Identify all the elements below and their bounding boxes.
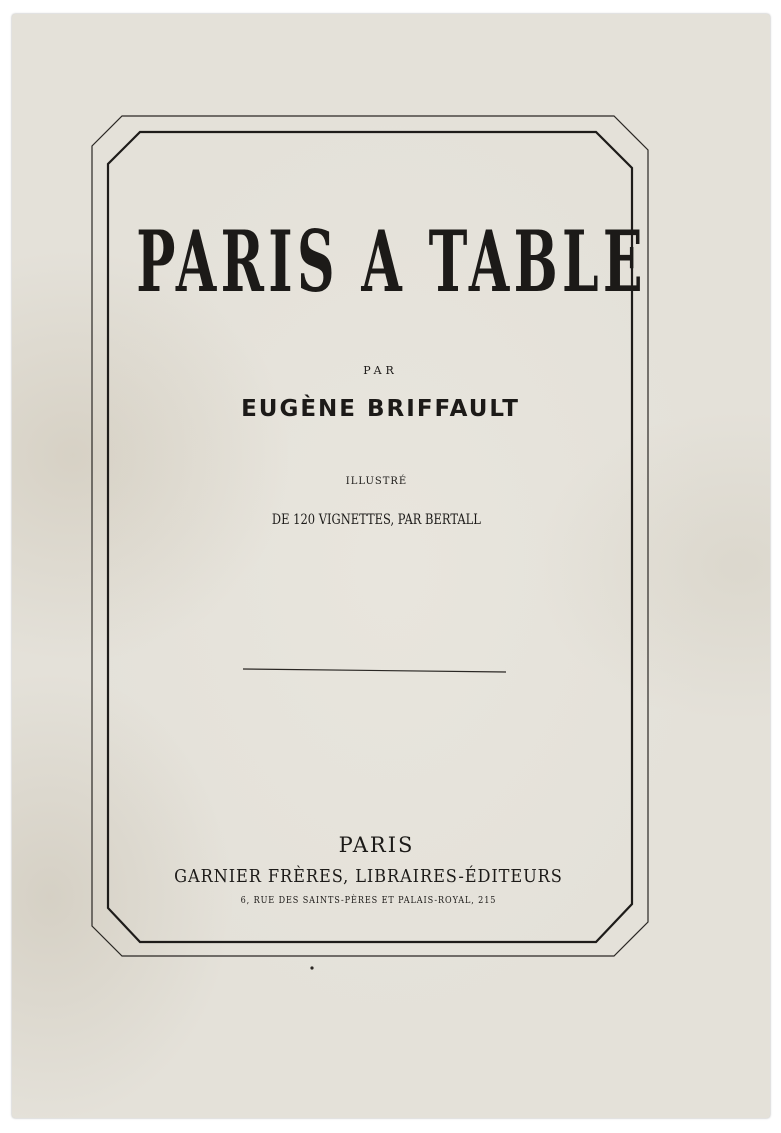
author-name: EUGÈNE BRIFFAULT — [241, 396, 520, 422]
illustrations-credit: DE 120 VIGNETTES, PAR BERTALL — [271, 512, 481, 528]
publisher-name: GARNIER FRÈRES, LIBRAIRES-ÉDITEURS — [174, 866, 563, 887]
publisher-address: 6, RUE DES SAINTS-PÈRES ET PALAIS-ROYAL, 215 — [240, 896, 497, 906]
by-label: PAR — [363, 364, 398, 377]
imprint-city: PARIS — [338, 833, 415, 857]
illustrated-label: ILLUSTRÉ — [345, 476, 408, 487]
book-title: PARIS A TABLE — [136, 212, 647, 311]
book-cover — [12, 14, 770, 1118]
